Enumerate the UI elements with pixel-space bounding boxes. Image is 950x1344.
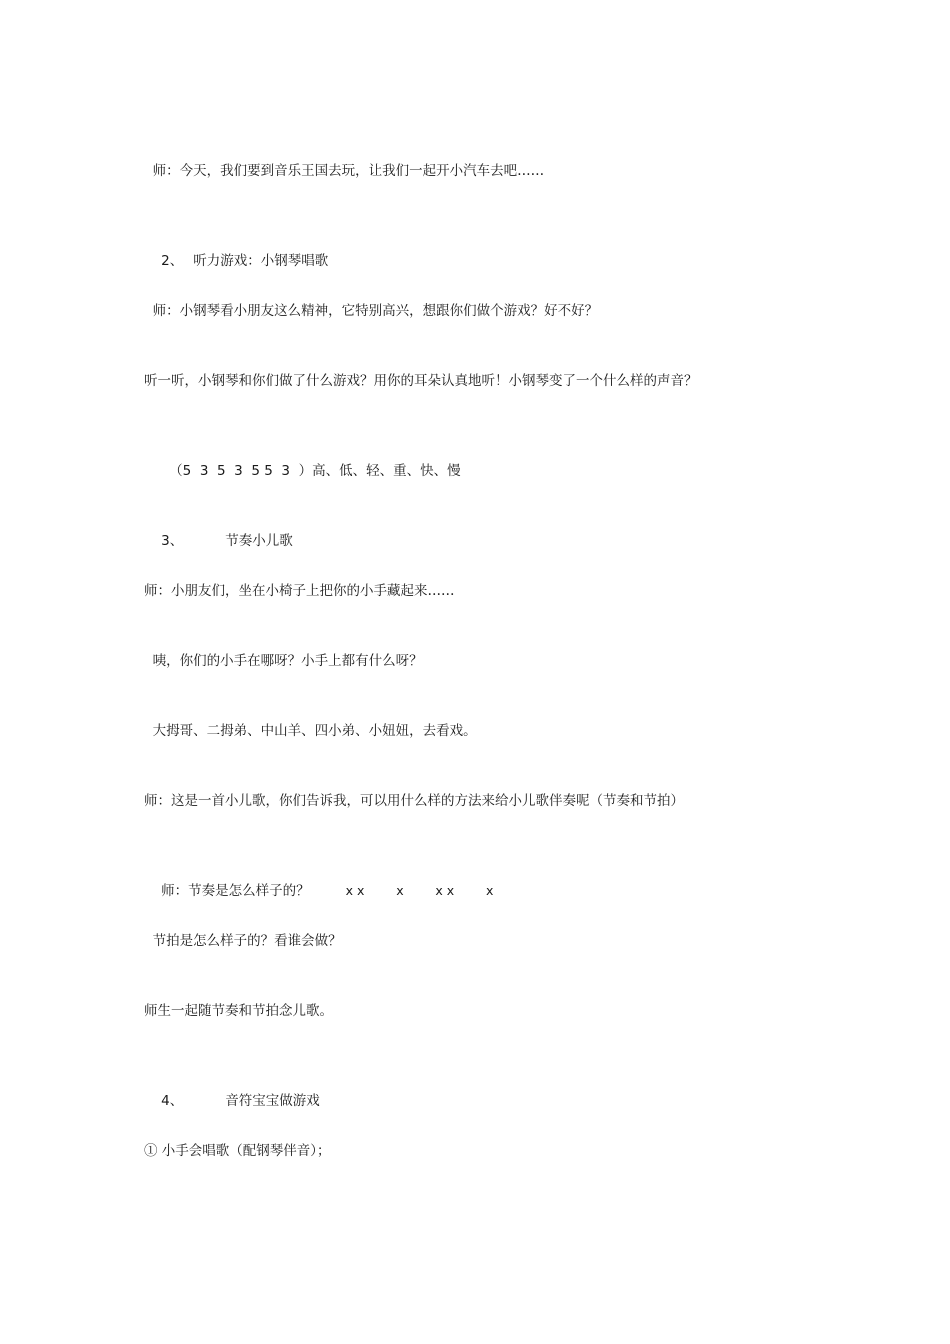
section-number: 3、	[161, 533, 184, 549]
section-title: 音符宝宝做游戏	[225, 1093, 320, 1109]
paragraph-finger-rhyme: 大拇哥、二拇弟、中山羊、四小弟、小妞妞，去看戏。	[144, 723, 477, 739]
paragraph-hands-sing: ① 小手会唱歌（配钢琴伴音）；	[144, 1143, 331, 1159]
sound-qualities: 高、低、轻、重、快、慢	[312, 463, 461, 479]
rhythm-pattern: x x x x x x	[345, 883, 494, 898]
note-sequence: （5 3 5 3 5 5 3 ）	[169, 463, 313, 479]
paragraph-listen: 听一听，小钢琴和你们做了什么游戏？用你的耳朵认真地听！小钢琴变了一个什么样的声音？	[144, 373, 698, 389]
paragraph-notes	[144, 441, 461, 501]
paragraph-accompaniment: 师：这是一首小儿歌，你们告诉我，可以用什么样的方法来给小儿歌伴奏呢（节奏和节拍）	[144, 793, 684, 809]
section-number: 4、	[161, 1093, 184, 1109]
paragraph-hide-hands: 师：小朋友们，坐在小椅子上把你的小手藏起来……	[144, 583, 455, 599]
paragraph-where-hands: 咦，你们的小手在哪呀？小手上都有什么呀？	[144, 653, 423, 669]
section-heading-3	[144, 511, 293, 571]
section-title: 节奏小儿歌	[225, 533, 293, 549]
paragraph-piano-game: 师：小钢琴看小朋友这么精神，它特别高兴，想跟你们做个游戏？好不好？	[144, 303, 599, 319]
paragraph-teacher-intro: 师：今天，我们要到音乐王国去玩，让我们一起开小汽车去吧……	[144, 163, 545, 179]
rhythm-question: 师：节奏是怎么样子的？	[161, 883, 310, 899]
section-heading-2	[144, 231, 328, 291]
paragraph-beat: 节拍是怎么样子的？看谁会做？	[144, 933, 342, 949]
paragraph-recite: 师生一起随节奏和节拍念儿歌。	[144, 1003, 333, 1019]
section-number: 2、	[161, 253, 184, 269]
paragraph-rhythm	[144, 861, 493, 921]
section-title: 听力游戏：小钢琴唱歌	[193, 253, 329, 269]
section-heading-4	[144, 1071, 320, 1131]
